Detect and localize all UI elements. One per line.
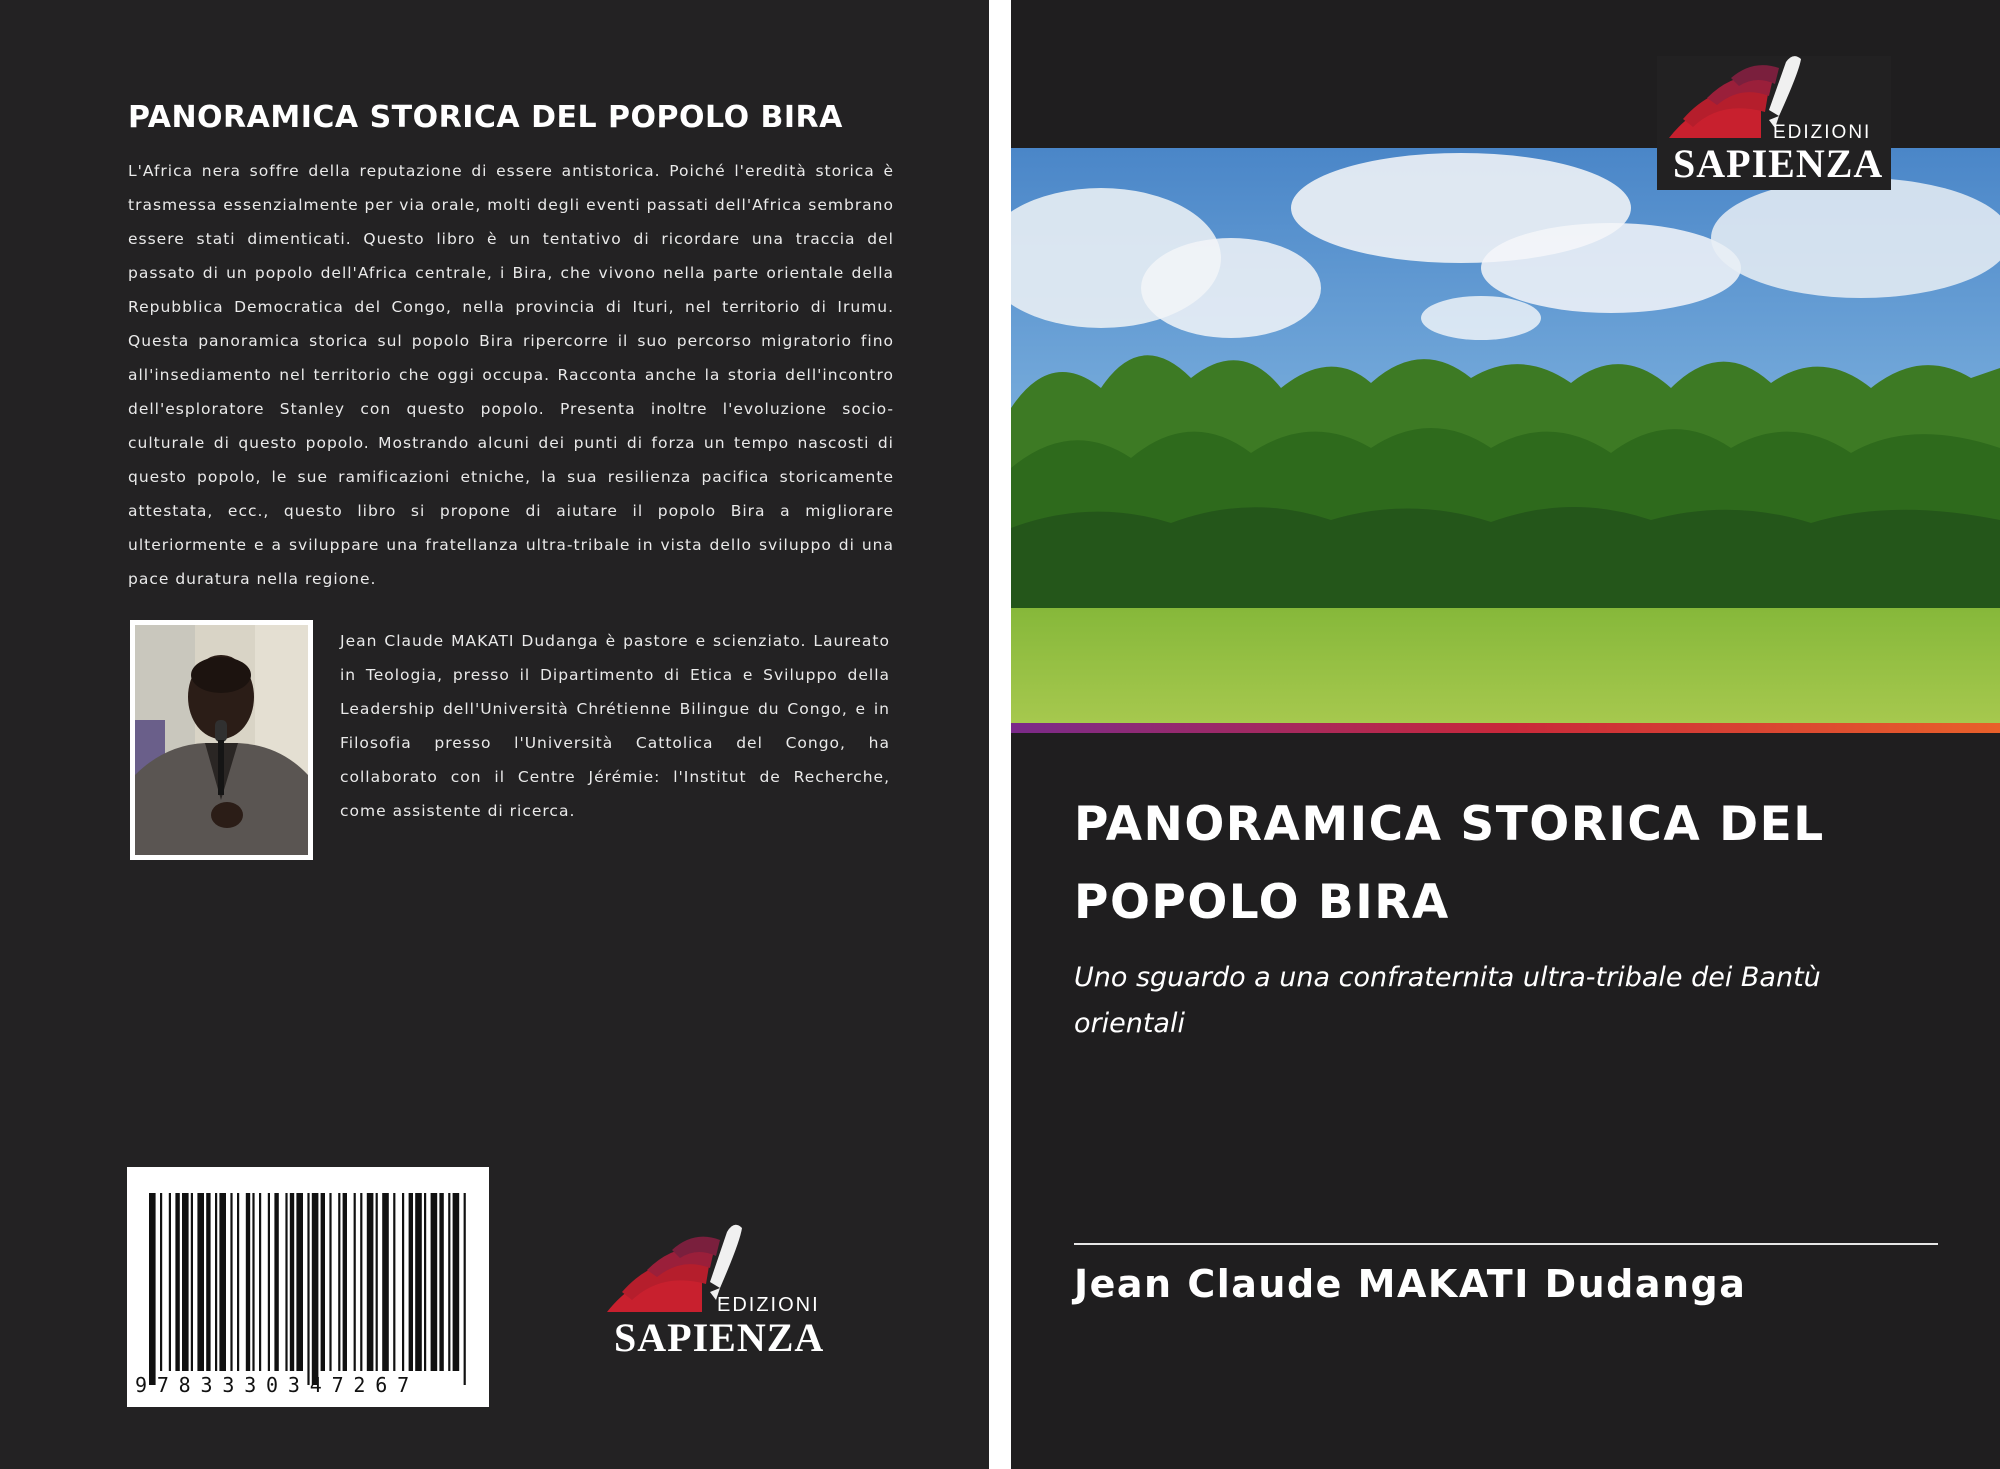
barcode-bar bbox=[343, 1193, 347, 1371]
barcode-bar bbox=[285, 1193, 287, 1371]
barcode-bar bbox=[268, 1193, 270, 1371]
barcode-bar bbox=[182, 1193, 189, 1371]
barcode-bar bbox=[169, 1193, 171, 1371]
spine bbox=[989, 0, 1011, 1469]
barcode-bar bbox=[431, 1193, 438, 1371]
publisher-small-word: EDIZIONI bbox=[1773, 122, 1872, 143]
barcode-bar bbox=[360, 1193, 362, 1371]
barcode-bar bbox=[464, 1193, 466, 1385]
author-bio: Jean Claude MAKATI Dudanga è pastore e scienziato. Laureato in Teologia, presso il Dipartimento di Etica e Sviluppo della Leadership dell'Università Chrétienne Bilingue du Congo, e in Filosofia presso l'Università Cattolica del Congo, ha collaborato con il Centre Jérémie: l'Institut de Recherche, come assistente di ricerca. bbox=[340, 632, 890, 820]
banana-plantation-icon bbox=[1011, 148, 2000, 733]
barcode-bar bbox=[409, 1193, 413, 1371]
front-cover-subtitle: Uno sguardo a una confraternita ultra-tribale dei Bantù orientali bbox=[1074, 962, 1821, 1039]
cover-photo bbox=[1011, 148, 2000, 733]
barcode-bar bbox=[149, 1193, 156, 1385]
barcode-bar bbox=[329, 1193, 331, 1371]
barcode-bar bbox=[296, 1193, 303, 1371]
barcode bbox=[127, 1167, 489, 1407]
barcode-bar bbox=[175, 1193, 179, 1371]
barcode-bar bbox=[338, 1193, 340, 1371]
barcode-bar bbox=[424, 1193, 426, 1371]
barcode-bar bbox=[290, 1193, 294, 1371]
divider bbox=[1074, 1243, 1938, 1245]
barcode-bar bbox=[415, 1193, 422, 1371]
barcode-bar bbox=[215, 1193, 217, 1371]
author-portrait-icon bbox=[135, 625, 308, 855]
barcode-bar bbox=[246, 1193, 250, 1371]
publisher-logo-front bbox=[1657, 56, 1891, 190]
barcode-bar bbox=[274, 1193, 278, 1371]
back-cover-blurb: L'Africa nera soffre della reputazione di essere antistorica. Poiché l'eredità storica è trasmessa essenzialmente per via orale, molti degli eventi passati dell'Africa sembrano essere stati dimenticati. Questo libro è un tentativo di ricordare una traccia del passato di un popolo dell'Africa centrale, i Bira, che vivono nella parte orientale della Repubblica Democratica del Congo, nella provincia di Ituri, nel territorio di Irumu. Questa panoramica storica sul popolo Bira ripercorre il suo percorso migratorio fino all'insediamento nel territorio che oggi occupa. Racconta anche la storia dell'incontro dell'esploratore Stanley con questo popolo. Presenta inoltre l'evoluzione socio-culturale di questo popolo. Mostrando alcuni dei punti di forza un tempo nascosti di questo popolo, le sue ramificazioni etniche, la sua resilienza pacifica storicamente attestata, ecc., questo libro si propone di aiutare il popolo Bira a migliorare ulteriormente e a sviluppare una fratellanza ultra-tribale in vista dello sviluppo di una pace duratura nella regione. bbox=[128, 162, 894, 588]
barcode-bar bbox=[382, 1193, 389, 1371]
isbn-number: 9783330347267 bbox=[135, 1373, 419, 1397]
barcode-bar bbox=[321, 1193, 325, 1371]
publisher-small-word: EDIZIONI bbox=[717, 1294, 820, 1316]
barcode-bar bbox=[252, 1193, 254, 1371]
barcode-bar bbox=[160, 1193, 162, 1371]
back-cover-title: PANORAMICA STORICA DEL POPOLO BIRA bbox=[128, 100, 843, 135]
barcode-bar bbox=[453, 1193, 460, 1371]
barcode-bar bbox=[259, 1193, 261, 1371]
publisher-big-word: SAPIENZA bbox=[614, 1315, 825, 1360]
barcode-bar bbox=[197, 1193, 204, 1371]
publisher-big-word: SAPIENZA bbox=[1673, 141, 1884, 186]
barcode-bar bbox=[312, 1193, 319, 1385]
publisher-logo-back bbox=[602, 1222, 832, 1362]
author-photo bbox=[130, 620, 313, 860]
front-cover-author: Jean Claude MAKATI Dudanga bbox=[1074, 1262, 1747, 1306]
barcode-bar bbox=[237, 1193, 239, 1371]
barcode-bar bbox=[354, 1193, 356, 1371]
barcode-bar bbox=[393, 1193, 395, 1371]
barcode-bar bbox=[206, 1193, 210, 1371]
barcode-bars bbox=[127, 1167, 489, 1407]
barcode-bar bbox=[448, 1193, 450, 1371]
front-cover bbox=[1011, 0, 2000, 1469]
barcode-bar bbox=[402, 1193, 404, 1371]
barcode-bar bbox=[367, 1193, 374, 1371]
barcode-bar bbox=[219, 1193, 226, 1371]
barcode-bar bbox=[307, 1193, 309, 1385]
barcode-bar bbox=[439, 1193, 443, 1371]
front-cover-title: PANORAMICA STORICA DEL POPOLO BIRA bbox=[1074, 797, 1825, 930]
back-cover bbox=[0, 0, 989, 1469]
barcode-bar bbox=[230, 1193, 232, 1371]
barcode-bar bbox=[376, 1193, 378, 1371]
barcode-bar bbox=[191, 1193, 193, 1371]
